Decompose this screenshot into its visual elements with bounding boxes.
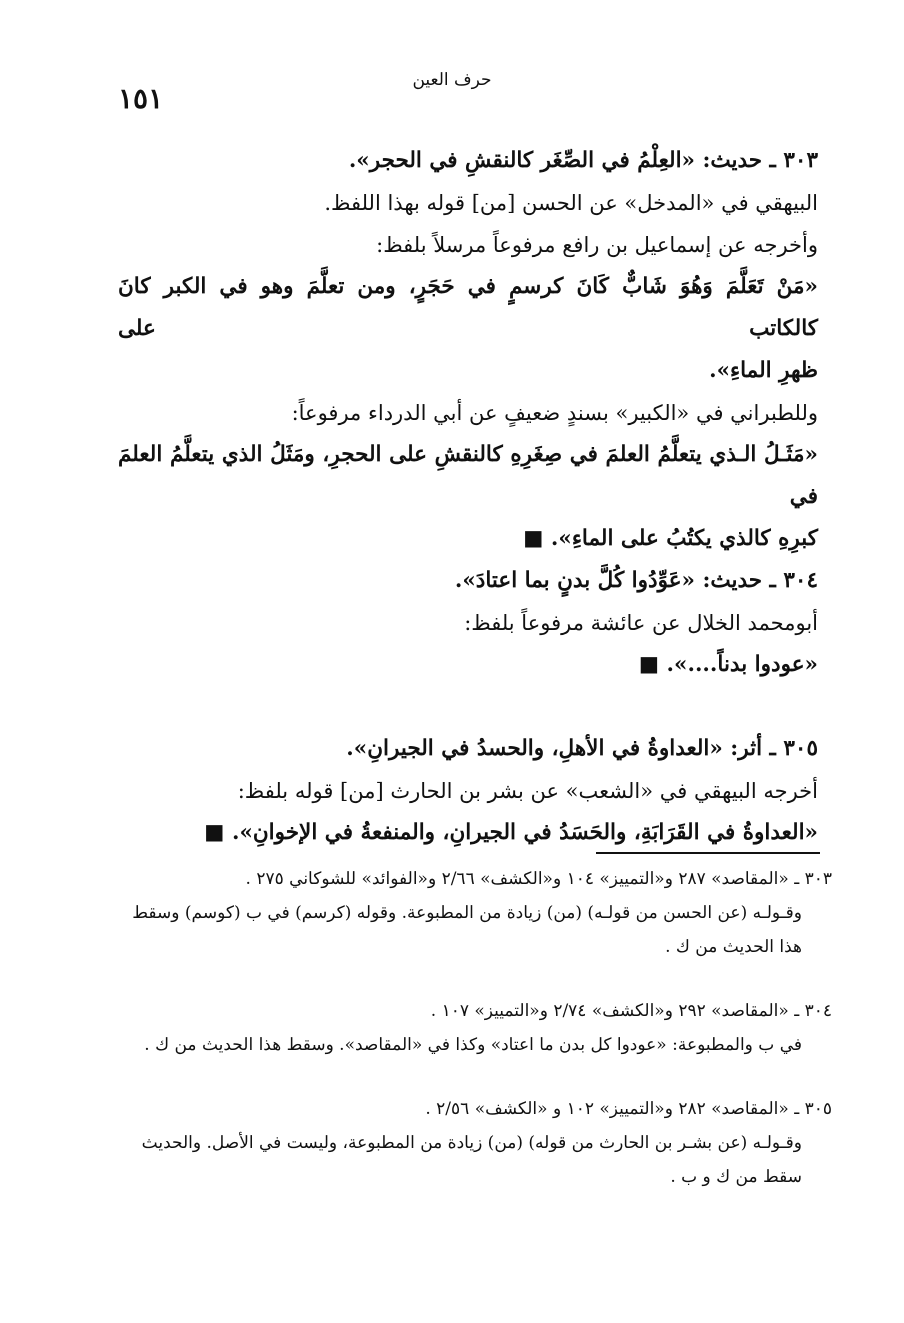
footnote-gap: [112, 964, 832, 994]
footnote-line: ٣٠٥ ـ «المقاصد» ٢٨٢ و«التمييز» ١٠٢ و «الكشف» ٢/٥٦ .: [425, 1099, 832, 1119]
footnote-line: وقـولـه (عن الحسن من قولـه) (من) زيادة من المطبوعة. وقوله (كرسم) في ب (كوسم) وسقط: [132, 903, 802, 923]
footnote-gap: [112, 1062, 832, 1092]
footnote-line: وقـولـه (عن بشـر بن الحارث من قوله) (من) زيادة من المطبوعة، وليست في الأصل. والحديث: [141, 1133, 802, 1153]
footnote-line: ٣٠٤ ـ «المقاصد» ٢٩٢ و«الكشف» ٢/٧٤ و«التمييز» ١٠٧ .: [430, 1001, 832, 1021]
section-gap: [118, 686, 818, 728]
quote-line: ظهرِ الماءِ».: [709, 358, 818, 383]
text-line: البيهقي في «المدخل» عن الحسن [من] قوله بهذا اللفظ.: [324, 191, 818, 215]
footnotes: [112, 862, 832, 1194]
footnote-line: سقط من ك و ب .: [670, 1167, 802, 1187]
text-line: وللطبراني في «الكبير» بسندٍ ضعيفٍ عن أبي الدرداء مرفوعاً:: [291, 401, 818, 425]
text-line: أخرجه البيهقي في «الشعب» عن بشر بن الحارث [من] قوله بلفظ:: [237, 779, 818, 803]
quote-line: «العداوةُ في القَرَابَةِ، والحَسَدُ في الجيرانِ، والمنفعةُ في الإخوانِ». ■: [204, 820, 818, 845]
quote-line: «عودوا بدناً....». ■: [638, 652, 818, 677]
main-text: [118, 140, 818, 854]
quote-line: «مَثَـلُ الـذي يتعلَّمُ العلمَ في صِغَرِهِ كالنقشِ على الحجرِ، ومَثَلُ الذي يتعلَّمُ العلمَ في: [118, 442, 818, 509]
footnote-separator: [596, 852, 820, 854]
quote-line: كبرِهِ كالذي يكتُبُ على الماءِ». ■: [523, 526, 818, 551]
footnote-line: في ب والمطبوعة: «عودوا كل بدن ما اعتاد» وكذا في «المقاصد». وسقط هذا الحديث من ك .: [144, 1035, 802, 1055]
hadith-304-heading: ٣٠٤ ـ حديث: «عَوِّدُوا كُلَّ بدنٍ بما اعتادَ».: [454, 568, 818, 593]
footnote-line: ٣٠٣ ـ «المقاصد» ٢٨٧ و«التمييز» ١٠٤ و«الكشف» ٢/٦٦ و«الفوائد» للشوكاني ٢٧٥ .: [245, 869, 832, 889]
text-line: وأخرجه عن إسماعيل بن رافع مرفوعاً مرسلاً بلفظ:: [376, 233, 818, 257]
running-title: حرف العين: [412, 70, 492, 90]
footnote-303: [112, 862, 832, 964]
athar-305-heading: ٣٠٥ ـ أثر: «العداوةُ في الأهلِ، والحسدُ في الجيرانِ».: [346, 736, 818, 761]
footnote-305: [112, 1092, 832, 1194]
hadith-303-heading: ٣٠٣ ـ حديث: «العِلْمُ في الصِّغَر كالنقشِ في الحجر».: [348, 148, 818, 173]
footnote-304: [112, 994, 832, 1062]
quote-line: «مَنْ تَعَلَّمَ وَهُوَ شَابٌّ كَانَ كرسمٍ في حَجَرٍ، ومن تعلَّمَ وهو في الكبر كانَ كالكاتب على: [118, 274, 818, 341]
text-line: أبومحمد الخلال عن عائشة مرفوعاً بلفظ:: [464, 611, 818, 635]
footnote-line: هذا الحديث من ك .: [665, 937, 802, 957]
page-number: ١٥١: [118, 82, 164, 115]
